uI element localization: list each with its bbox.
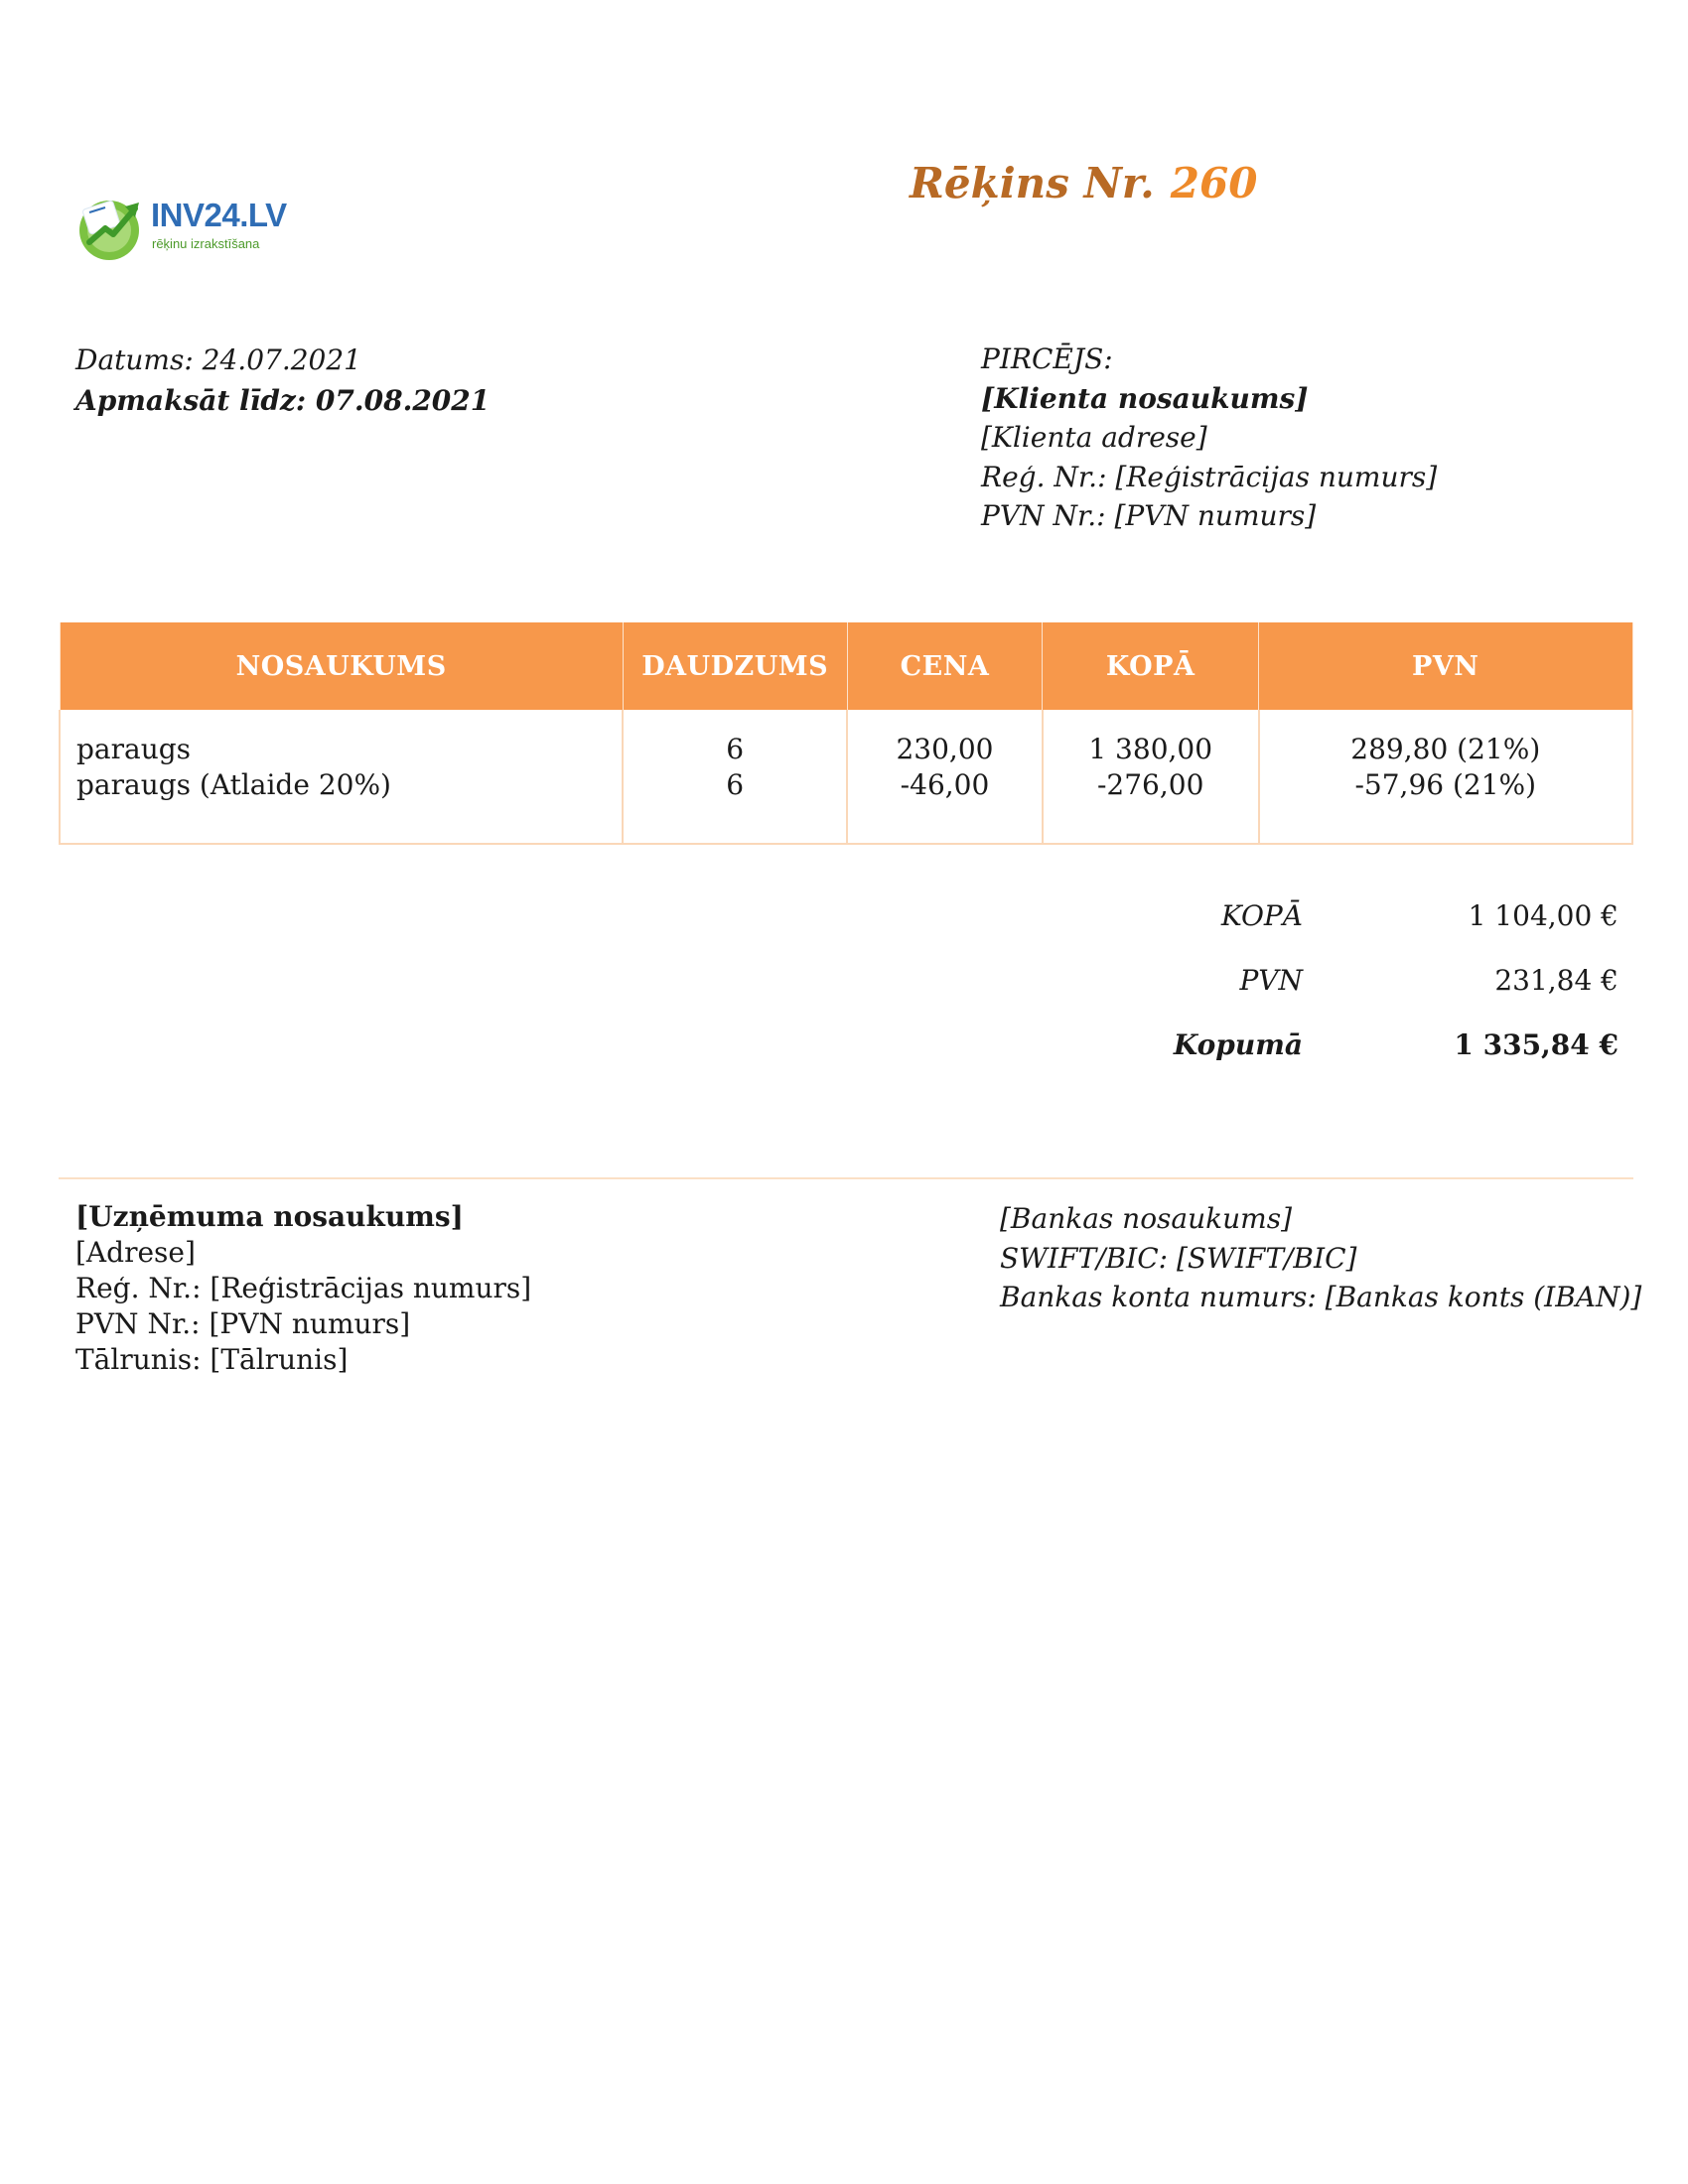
column-header-quantity: DAUDZUMS (623, 622, 847, 710)
item-name: paraugs (Atlaide 20%) (76, 768, 391, 801)
item-total: -276,00 (1096, 768, 1204, 801)
item-vat: -57,96 (21%) (1354, 768, 1537, 801)
footer-divider (59, 1177, 1633, 1179)
cell-vat (1259, 710, 1632, 844)
subtotal-label: KOPĀ (1220, 899, 1303, 932)
buyer-reg: Reģ. Nr.: [Reģistrācijas numurs] (981, 460, 1438, 493)
invoice-title (910, 159, 1257, 207)
grand-total-value: 1 335,84 € (1454, 1028, 1618, 1061)
vat-total-row (1053, 964, 1618, 1028)
invoice-date: Datums: 24.07.2021 (75, 343, 361, 376)
vat-total-value: 231,84 € (1494, 964, 1618, 997)
cell-total (1043, 710, 1259, 844)
subtotal-value: 1 104,00 € (1468, 899, 1618, 932)
item-quantity: 6 (726, 768, 745, 801)
subtotal-row (1053, 899, 1618, 964)
column-header-price: CENA (847, 622, 1043, 710)
item-price: -46,00 (900, 768, 990, 801)
company-phone: Tālrunis: [Tālrunis] (75, 1343, 349, 1376)
invoice-title-label: Rēķins Nr. (910, 159, 1155, 207)
buyer-vat: PVN Nr.: [PVN numurs] (981, 499, 1317, 532)
buyer-name: [Klienta nosaukums] (981, 381, 1309, 415)
grand-total-label: Kopumā (1173, 1028, 1303, 1061)
column-header-name: NOSAUKUMS (60, 622, 623, 710)
company-block (75, 1199, 531, 1378)
buyer-heading: PIRCĒJS: (981, 342, 1113, 375)
due-date: Apmaksāt līdz: 07.08.2021 (75, 384, 491, 417)
item-vat: 289,80 (21%) (1350, 733, 1541, 765)
column-header-total: KOPĀ (1043, 622, 1259, 710)
bank-account: Bankas konta numurs: [Bankas konts (IBAN)] (1000, 1281, 1642, 1313)
table-row (60, 710, 1632, 844)
item-name: paraugs (76, 733, 192, 765)
company-vat: PVN Nr.: [PVN numurs] (75, 1307, 411, 1340)
bank-block (1000, 1199, 1641, 1317)
logo (75, 191, 287, 266)
item-price: 230,00 (896, 733, 994, 765)
grand-total-row (1053, 1028, 1618, 1093)
items-table (59, 622, 1633, 845)
buyer-block (981, 340, 1437, 536)
dates-block (75, 340, 490, 421)
totals-block (1053, 899, 1618, 1093)
cell-price (847, 710, 1043, 844)
table-header-row (60, 622, 1632, 710)
column-header-vat: PVN (1259, 622, 1632, 710)
company-address: [Adrese] (75, 1236, 196, 1269)
item-quantity: 6 (726, 733, 745, 765)
chart-up-icon (75, 191, 147, 266)
logo-tagline: rēķinu izrakstīšana (152, 236, 260, 251)
logo-name: INV24.LV (151, 197, 287, 233)
vat-total-label: PVN (1239, 964, 1303, 997)
cell-name (60, 710, 623, 844)
bank-name: [Bankas nosaukums] (1000, 1202, 1292, 1235)
company-reg: Reģ. Nr.: [Reģistrācijas numurs] (75, 1272, 532, 1304)
buyer-address: [Klienta adrese] (981, 421, 1207, 454)
company-name: [Uzņēmuma nosaukums] (75, 1200, 464, 1233)
item-total: 1 380,00 (1088, 733, 1213, 765)
invoice-number: 260 (1170, 159, 1258, 207)
cell-quantity (623, 710, 847, 844)
bank-swift: SWIFT/BIC: [SWIFT/BIC] (1000, 1241, 1357, 1275)
